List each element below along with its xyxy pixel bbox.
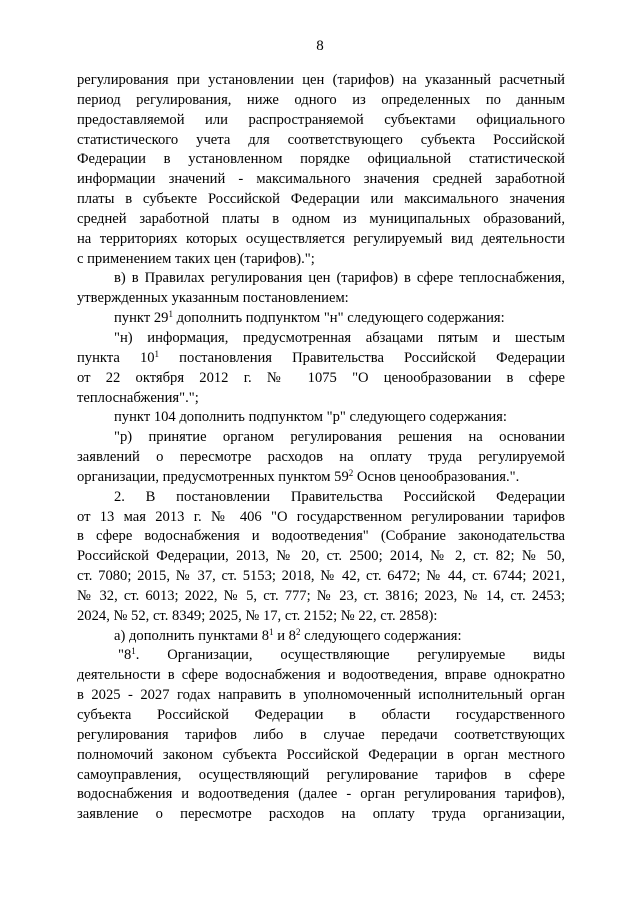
text-line: ст. 7080; 2015, № 37, ст. 5153; 2018, № 42, ст. 6472; № 44, ст. 6744; 2021, <box>77 568 565 585</box>
text-line: субъекта Российской Федерации в области государственного <box>77 707 565 723</box>
text-line: заявление о пересмотре расходов на оплату труда организации, <box>77 806 565 823</box>
text-line: пункт 104 дополнить подпунктом "р" следующего содержания: <box>114 409 507 426</box>
text-line: в 2025 - 2027 годах направить в уполномоченный исполнительный орган <box>77 687 565 704</box>
text-line: Федерации в установленном порядке официальной статистической <box>77 151 565 168</box>
text-line: с применением таких цен (тарифов)."; <box>77 250 315 267</box>
document-body <box>77 71 565 825</box>
text-line: пункт $29^1$ дополнить подпунктом "н" следующего содержания: <box>114 309 505 327</box>
text-line: № 32, ст. 6013; 2022, № 5, ст. 777; № 23, ст. 3816; 2023, № 14, ст. 2453; <box>77 587 565 604</box>
text-line: от 13 мая 2013 г. № 406 "О государственном регулировании тарифов <box>77 508 565 525</box>
text-line: 2. В постановлении Правительства Российской Федерации <box>114 488 565 505</box>
text-line: деятельности в сфере водоснабжения и водоотведения, вправе однократно <box>77 667 565 684</box>
text-line: заявлений о пересмотре расходов на оплату труда регулируемой <box>77 449 565 466</box>
text-line: "$8^1$. Организации, осуществляющие регулируемые виды <box>118 646 565 664</box>
page-number: 8 <box>316 38 324 54</box>
text-line: самоуправления, осуществляющий регулирование тарифов в сфере <box>77 766 565 783</box>
text-line: а) дополнить пунктами $8^1$ и $8^2$ следующего содержания: <box>114 626 462 644</box>
text-line: предоставляемой или распространяемой субъектами официального <box>77 111 565 128</box>
text-line: полномочий законом субъекта Российской Федерации в орган местного <box>77 746 565 763</box>
text-line: Российской Федерации, 2013, № 20, ст. 2500; 2014, № 2, ст. 82; № 50, <box>77 548 565 565</box>
text-line: водоснабжения и водоотведения (далее - орган регулирования тарифов), <box>77 786 565 803</box>
text-line: теплоснабжения"."; <box>77 389 199 406</box>
text-line: регулирования при установлении цен (тарифов) на указанный расчетный <box>77 72 565 88</box>
text-line: организации, предусмотренных пунктом $59^2$ Основ ценообразования.". <box>77 467 520 485</box>
text-line: в сфере водоснабжения и водоотведения" (Собрание законодательства <box>77 528 565 545</box>
text-line: информации значений - максимального значения средней заработной <box>77 171 565 188</box>
text-line: утвержденных указанным постановлением: <box>77 290 349 307</box>
text-line: на территориях которых осуществляется регулируемый вид деятельности <box>77 230 565 247</box>
text-line: 2024, № 52, ст. 8349; 2025, № 17, ст. 2152; № 22, ст. 2858): <box>77 607 438 624</box>
text-line: от 22 октября 2012 г. № 1075 "О ценообразовании в сфере <box>77 369 565 386</box>
text-line: средней заработной платы в одном из муниципальных образований, <box>77 210 565 227</box>
text-line: пункта $10^1$ постановления Правительства Российской Федерации <box>77 348 565 366</box>
text-line: регулирования тарифов либо в случае передачи соответствующих <box>77 726 565 743</box>
text-line: "р) принятие органом регулирования решения на основании <box>114 429 565 446</box>
text-line: платы в субъекте Российской Федерации или максимального значения <box>77 191 565 208</box>
text-line: "н) информация, предусмотренная абзацами пятым и шестым <box>114 329 565 346</box>
text-line: в) в Правилах регулирования цен (тарифов) в сфере теплоснабжения, <box>114 270 565 287</box>
text-line: период регулирования, ниже одного из определенных по данным <box>77 91 565 108</box>
text-line: статистического учета для соответствующего субъекта Российской <box>77 131 565 148</box>
